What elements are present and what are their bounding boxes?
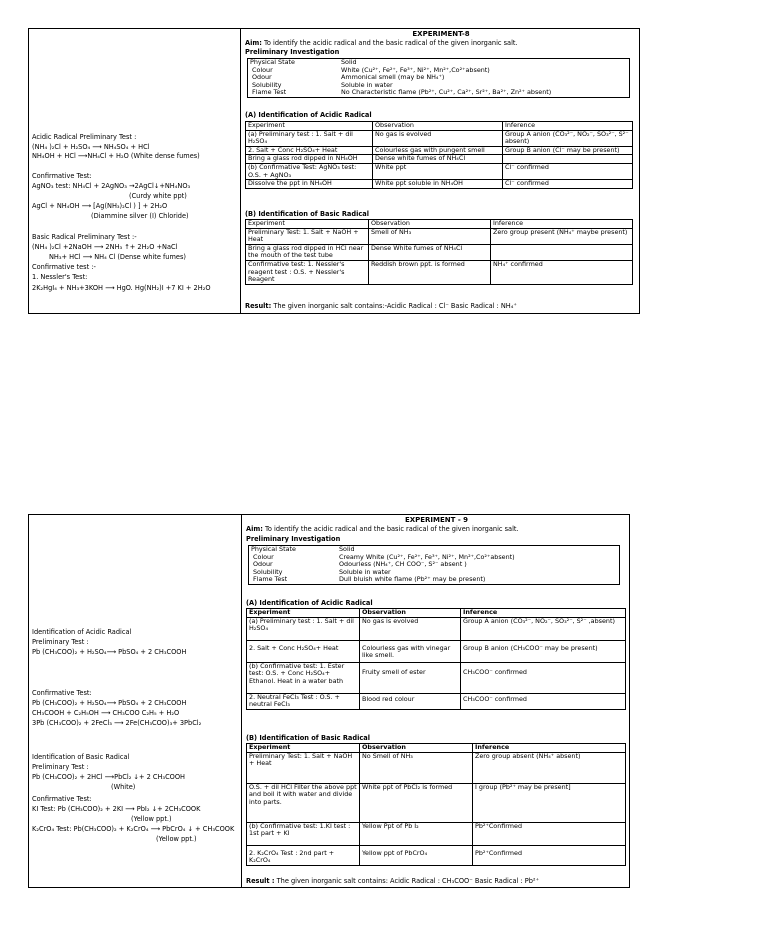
table-header: Experiment Observation Inference: [247, 744, 626, 753]
note-line: AgCl + NH₄OH ⟶ [Ag(NH₃)₂Cl ) ] + 2H₂O: [32, 202, 168, 210]
aim-line: [246, 525, 519, 533]
note-line: Pb (CH₃COO)₂ + 2HCl ⟶PbCl₂ ↓+ 2 CH₃COOH: [32, 773, 186, 781]
note-line: (Yellow ppt.): [131, 815, 172, 823]
experiment-9-notes: [29, 515, 242, 887]
note-line: (White): [111, 783, 136, 791]
table-row: Bring a glass rod dipped in NH₄OH Dense white fumes of NH₄Cl: [246, 155, 633, 164]
table-row: Confirmative test: 1. Nessler's reagent test : O.S. + Nessler's Reagent Reddish brown ppt. is formed NH₄⁺ confirmed: [246, 260, 633, 284]
note-line: 2K₂HgI₄ + NH₃+3KOH ⟶ HgO. Hg(NH₂)I +7 KI + 2H₂O: [32, 284, 211, 292]
table-header: Experiment Observation Inference: [246, 220, 633, 229]
acid-heading: (A) Identification of Acidic Radical: [246, 599, 373, 607]
note-line: Basic Radical Preliminary Test :-: [32, 233, 137, 241]
physical-table: [247, 58, 630, 98]
note-line: Confirmative Test:: [32, 795, 92, 803]
note-line: Pb (CH₃COO)₂ + H₂SO₄⟶ PbSO₄ + 2 CH₃COOH: [32, 699, 187, 707]
table-row: Colour White (Cu²⁺, Fe²⁺, Fe³⁺, Ni²⁺, Mn²⁺,Co²⁺absent): [252, 65, 490, 74]
note-line: (NH₄ )₂Cl +2NaOH ⟶ 2NH₃ ↑+ 2H₂O +NaCl: [32, 243, 178, 251]
experiment-9-card: [28, 514, 630, 888]
experiment-8-card: [28, 28, 640, 314]
acid-heading: (A) Identification of Acidic Radical: [245, 111, 372, 119]
acid-table: [246, 608, 626, 710]
table-row: (a) Preliminary test : 1. Salt + dil H₂SO₄ No gas is evolved Group A anion (CO₃²⁻, NO₂⁻, SO₃²⁻, S²⁻ absent): [246, 130, 633, 146]
table-row: Dissolve the ppt in NH₄OH White ppt soluble in NH₄OH Cl⁻ confirmed: [246, 180, 633, 189]
note-line: (Diammine silver (I) Chloride): [91, 212, 189, 220]
aim-label: Aim:: [246, 525, 263, 533]
note-line: KI Test: Pb (CH₃COO)₂ + 2KI ⟶ PbI₂ ↓+ 2CH₃COOK: [32, 805, 201, 813]
note-line: NH₄OH + HCl ⟶NH₄Cl + H₂O (White dense fumes): [32, 152, 200, 160]
table-row: (b) Confirmative Test: AgNO₃ test: O.S. + AgNO₃ White ppt Cl⁻ confirmed: [246, 163, 633, 179]
note-line: Confirmative Test:: [32, 689, 92, 697]
aim-line: [245, 39, 518, 47]
note-line: CH₃COOH + C₂H₅OH ⟶ CH₃COO C₂H₅ + H₂O: [32, 709, 180, 717]
table-row: Bring a glass rod dipped in HCl near the mouth of the test tube Dense White fumes of NH₄Cl: [246, 244, 633, 260]
note-line: NH₃+ HCl ⟶ NH₄ Cl (Dense white fumes): [49, 253, 186, 261]
basic-heading: (B) Identification of Basic Radical: [245, 210, 369, 218]
table-row: (b) Confirmative test: 1.KI test : 1st part + KI Yellow Ppt of Pb I₂ Pb²⁺Confirmed: [247, 822, 626, 845]
table-header: Experiment Observation Inference: [247, 609, 626, 618]
note-line: Confirmative test :-: [32, 263, 96, 271]
table-row: (a) Preliminary test : 1. Salt + dil H₂SO₄ No gas is evolved Group A anion (CO₃²⁻, NO₂⁻, SO₃²⁻, S²⁻ ,absent): [247, 617, 626, 640]
table-header: Experiment Observation Inference: [246, 122, 633, 131]
note-line: Acidic Radical Preliminary Test :: [32, 133, 137, 141]
note-line: (Yellow ppt.): [156, 835, 197, 843]
table-row: 2. K₂CrO₄ Test : 2nd part + K₂CrO₄ Yellow ppt of PbCrO₄ Pb²⁺Confirmed: [247, 845, 626, 865]
physical-table: [248, 545, 620, 585]
aim-label: Aim:: [245, 39, 262, 47]
basic-table: [245, 219, 633, 285]
result-label: Result:: [245, 302, 272, 310]
note-line: Identification of Acidic Radical: [32, 628, 132, 636]
table-row: 2. Salt + Conc H₂SO₄+ Heat Colourless gas with vinegar like smell. Group B anion (CH₃COO⁻ may be present): [247, 640, 626, 662]
result-line: [245, 302, 517, 310]
table-row: O.S. + dil HCl Filter the above ppt and boil it with water and divide into parts. White ppt of PbCl₂ is formed I group (Pb²⁺ may be present]: [247, 783, 626, 822]
note-line: Preliminary Test :: [32, 638, 89, 646]
table-row: 2. Salt + Conc H₂SO₄+ Heat Colourless gas with pungent smell Group B anion (Cl⁻ may be present): [246, 146, 633, 155]
prelim-heading: Preliminary Investigation: [245, 48, 340, 56]
note-line: Identification of Basic Radical: [32, 753, 130, 761]
note-line: 1. Nessler's Test:: [32, 273, 88, 281]
note-line: K₂CrO₄ Test: Pb(CH₃COO)₂ + K₂CrO₄ ⟶ PbCrO₄ ↓ + CH₃COOK: [32, 825, 235, 833]
table-row: Solubility Soluble in water: [253, 567, 391, 576]
table-row: Solubility Soluble in water: [252, 80, 393, 89]
table-row: Odour Odourless (NH₄⁺, CH COO⁻, S²⁻ absent ): [253, 560, 467, 569]
result-text: The given inorganic salt contains: Acidic Radical : CH₃COO⁻ Basic Radical : Pb²⁺: [276, 877, 540, 885]
table-row: 2. Neutral FeCl₃ Test : O.S. + neutral FeCl₃ Blood red colour CH₃COO⁻ confirmed: [247, 693, 626, 709]
aim-text: To identify the acidic radical and the basic radical of the given inorganic salt.: [264, 525, 519, 533]
basic-heading: (B) Identification of Basic Radical: [246, 734, 370, 742]
experiment-title: EXPERIMENT - 9: [404, 516, 469, 524]
aim-text: To identify the acidic radical and the basic radical of the given inorganic salt.: [263, 39, 518, 47]
experiment-9-report: [244, 515, 629, 887]
table-row: Physical State Solid: [250, 58, 357, 66]
basic-table: [246, 743, 626, 866]
table-row: Preliminary Test: 1. Salt + NaOH + Heat Smell of NH₃ Zero group present (NH₄⁺ maybe present): [246, 228, 633, 244]
acid-table: [245, 121, 633, 189]
table-row: Flame Test No Characteristic flame (Pb²⁺, Cu²⁺, Ca²⁺, Sr²⁺, Ba²⁺, Zn²⁺ absent): [252, 88, 552, 97]
result-line: [246, 877, 539, 885]
note-line: Preliminary Test :: [32, 763, 89, 771]
note-line: Confirmative Test:: [32, 172, 92, 180]
table-row: Flame Test Dull bluish white flame (Pb²⁺ may be present): [253, 575, 486, 584]
table-row: (b) Confirmative test: 1. Ester test: O.S. + Conc H₂SO₄+ Ethanol. Heat in a water bath Fruity smell of ester CH₃COO⁻ confirmed: [247, 662, 626, 693]
note-line: 3Pb (CH₃COO)₂ + 2FeCl₃ ⟶ 2Fe(CH₃COO)₃+ 3PbCl₂: [32, 719, 202, 727]
result-text: The given inorganic salt contains:-Acidic Radical : Cl⁻ Basic Radical : NH₄⁺: [273, 302, 517, 310]
note-line: (NH₄ )₂Cl + H₂SO₄ ⟶ NH₄SO₄ + HCl: [32, 143, 150, 151]
note-line: (Curdy white ppt): [129, 192, 187, 200]
table-row: Odour Ammonical smell (may be NH₄⁺): [252, 73, 445, 82]
note-line: Pb (CH₃COO)₂ + H₂SO₄⟶ PbSO₄ + 2 CH₃COOH: [32, 648, 187, 656]
experiment-8-report: [243, 29, 639, 313]
table-row: Physical State Solid: [251, 545, 355, 553]
result-label: Result :: [246, 877, 275, 885]
table-row: Preliminary Test: 1. Salt + NaOH + Heat No Smell of NH₃ Zero group absent (NH₄⁺ absent): [247, 752, 626, 783]
note-line: AgNO₃ test: NH₄Cl + 2AgNO₃ →2AgCl↓+NH₄NO₃: [32, 182, 191, 190]
prelim-heading: Preliminary Investigation: [246, 535, 341, 543]
table-row: Colour Creamy White (Cu²⁺, Fe²⁺, Fe³⁺, Ni²⁺, Mn²⁺,Co²⁺absent): [253, 552, 515, 561]
experiment-title: EXPERIMENT-8: [412, 30, 470, 38]
experiment-8-notes: [29, 29, 241, 313]
